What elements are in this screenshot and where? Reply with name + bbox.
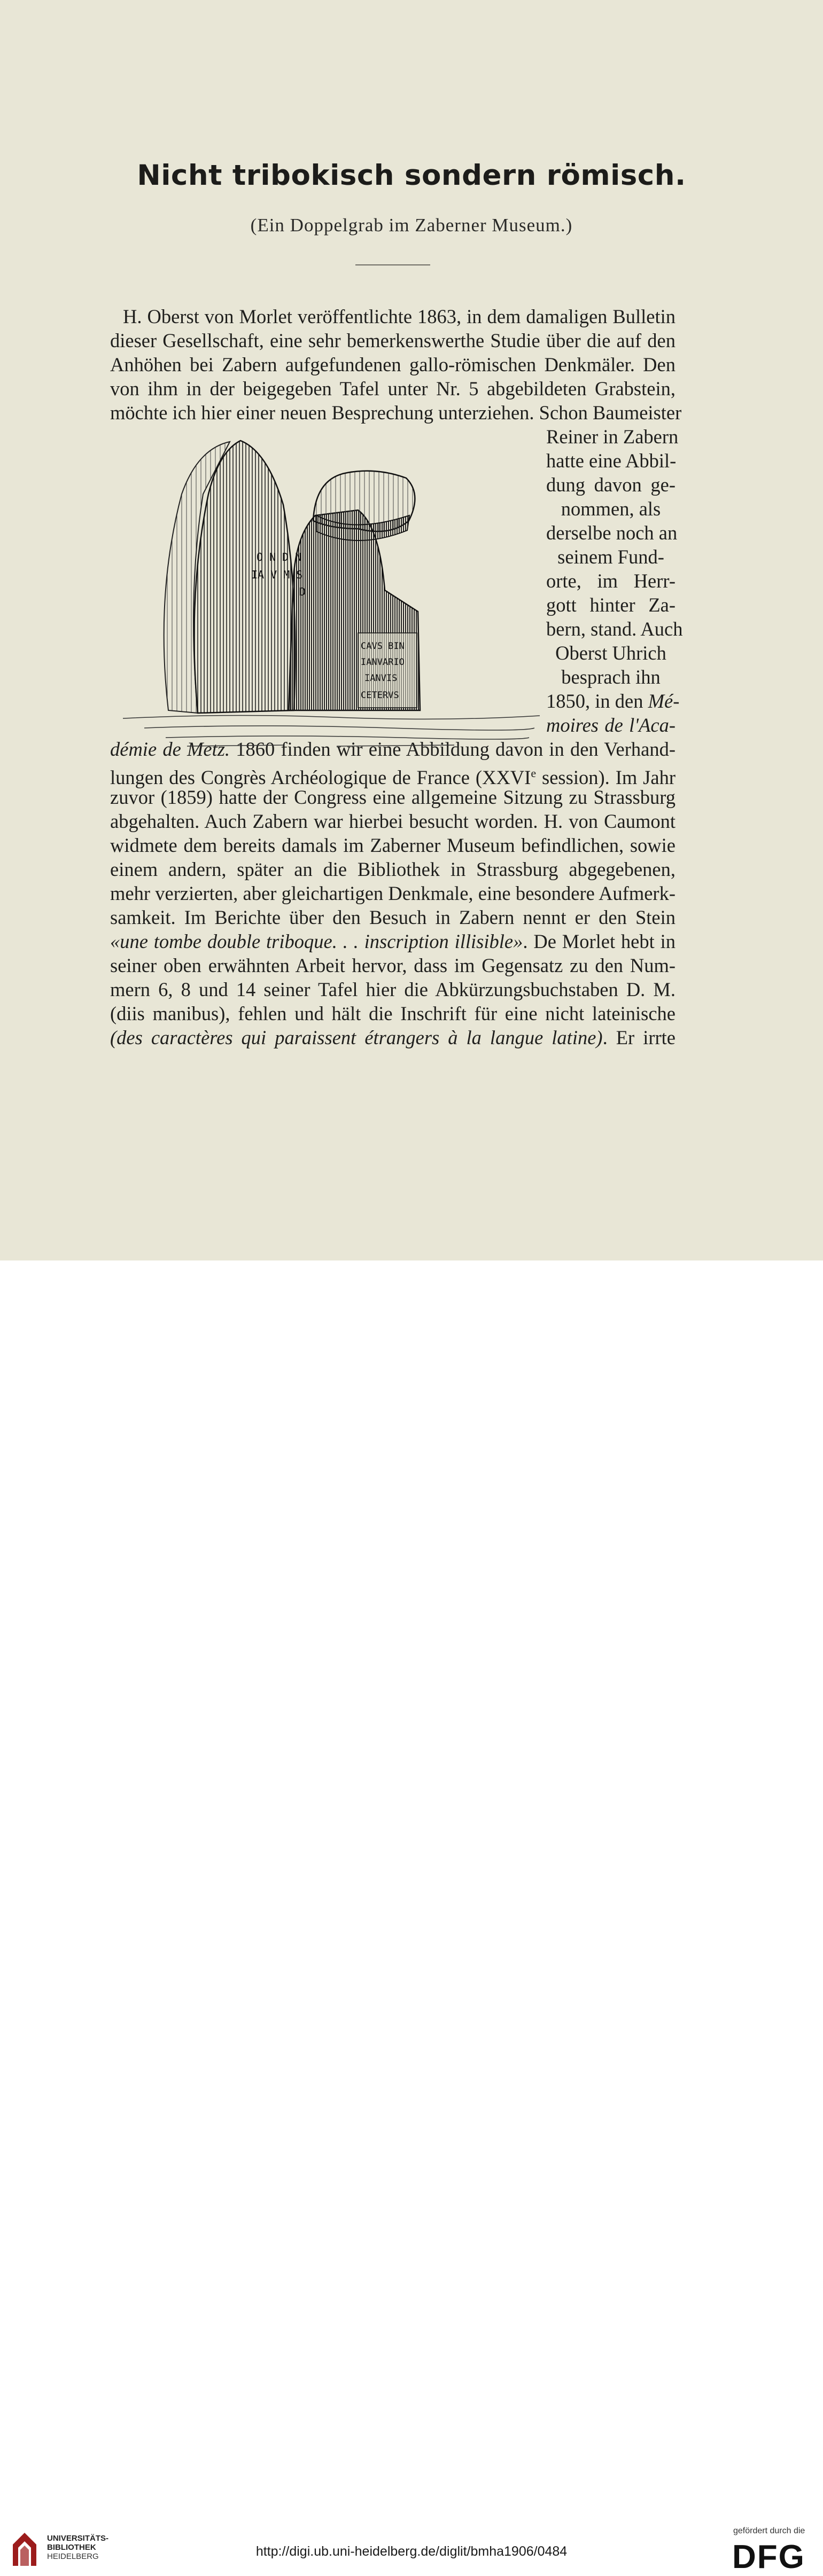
text-line: mern 6, 8 und 14 seiner Tafel hier die Abkürzungsbuchstaben D. M. [110,978,676,1000]
text-line: Anhöhen bei Zabern aufgefundenen gallo-römischen Denkmäler. Den [110,354,676,375]
italic-text: (des caractères qui paraissent étrangers à la langue latine) [110,1027,603,1048]
text-line: gott hinter Za- [546,594,676,616]
inscription-left-2: IA V M S [251,568,303,581]
inscription-right-4: CETERVS [361,690,399,701]
text-line: besprach ihn [561,666,661,688]
title-divider [355,264,430,265]
italic-text: démie de Metz. [110,738,230,760]
text-line [110,930,676,953]
text-line: nommen, als [561,498,661,520]
source-url: http://digi.ub.uni-heidelberg.de/diglit/bmha1906/0484 [255,2544,568,2559]
text-segment: lungen des Congrès Archéologique de France (XXVI [110,766,531,789]
article-title: Nicht tribokisch sondern römisch. [137,159,686,192]
funded-by-note: gefördert durch die [733,2526,805,2535]
text-line: samkeit. Im Berichte über den Besuch in Zabern nennt er den Stein [110,906,676,928]
text-segment: . Er irrte [602,1027,676,1048]
article-subtitle: (Ein Doppelgrab im Zaberner Museum.) [250,215,573,236]
text-line [546,690,680,712]
text-line: dung davon ge- [546,474,676,496]
scanned-page [0,0,823,1260]
tombstone-engraving [123,435,545,750]
text-line: dieser Gesellschaft, eine sehr bemerkenswerthe Studie über die auf den [110,330,676,351]
text-line [110,762,676,789]
text-line: Oberst Uhrich [555,642,666,664]
text-segment: session). Im Jahr [536,766,676,789]
text-line: derselbe noch an [546,522,678,544]
text-line: einem andern, später an die Bibliothek in Strassburg abgegebenen, [110,858,676,880]
text-line: abgehalten. Auch Zabern war hierbei besucht worden. H. von Caumont [110,810,676,832]
inscription-left-1: O N D N [257,551,302,563]
text-line: zuvor (1859) hatte der Congress eine allgemeine Sitzung zu Strassburg [110,786,676,808]
text-line: moires de l'Aca- [546,714,676,736]
text-line: hatte eine Abbil- [546,450,677,472]
text-line: (diis manibus), fehlen und hält die Inschrift für eine nicht lateinische [110,1003,676,1024]
text-segment: . De Morlet hebt in [523,930,676,952]
text-line: seinem Fund- [557,546,664,568]
italic-text: «une tombe double triboque. . . inscription illisible» [110,930,523,952]
inscription-right-1: CAVS BIN [361,641,405,652]
dfg-logo: DFG [732,2539,805,2575]
footer-bar [0,1260,823,2575]
italic-text: Mé- [648,690,680,712]
library-name-line: HEIDELBERG [47,2552,99,2561]
superscript: e [531,766,537,780]
text-line: mehr verzierten, aber gleichartigen Denkmale, eine besondere Aufmerk- [110,882,676,904]
text-line: möchte ich hier einer neuen Besprechung unterziehen. Schon Baumeister [110,402,682,424]
text-line: seiner oben erwähnten Arbeit hervor, dass im Gegensatz zu den Num- [110,954,676,976]
ground-lines [123,715,540,746]
library-name-line: BIBLIOTHEK [47,2543,96,2552]
inscription-right-2: IANVARIO [361,657,405,668]
text-segment: 1860 finden wir eine Abbildung davon in den Verhand- [230,738,676,760]
text-line: Reiner in Zabern [546,426,679,448]
text-line: von ihm in der beigegeben Tafel unter Nr. 5 abgebildeten Grabstein, [110,378,676,400]
inscription-right-3: IANVIS [364,673,398,684]
text-line: bern, stand. Auch [546,618,683,640]
library-name-line: UNIVERSITÄTS- [47,2534,109,2543]
text-line: orte, im Herr- [546,570,676,592]
inscription-left-3: D [299,585,306,598]
text-line [110,1027,676,1049]
text-line: H. Oberst von Morlet veröffentlichte 1863, in dem damaligen Bulletin [123,306,676,327]
text-line: widmete dem bereits damals im Zaberner Museum befindlichen, sowie [110,834,676,856]
text-segment: 1850, in den [546,690,648,712]
